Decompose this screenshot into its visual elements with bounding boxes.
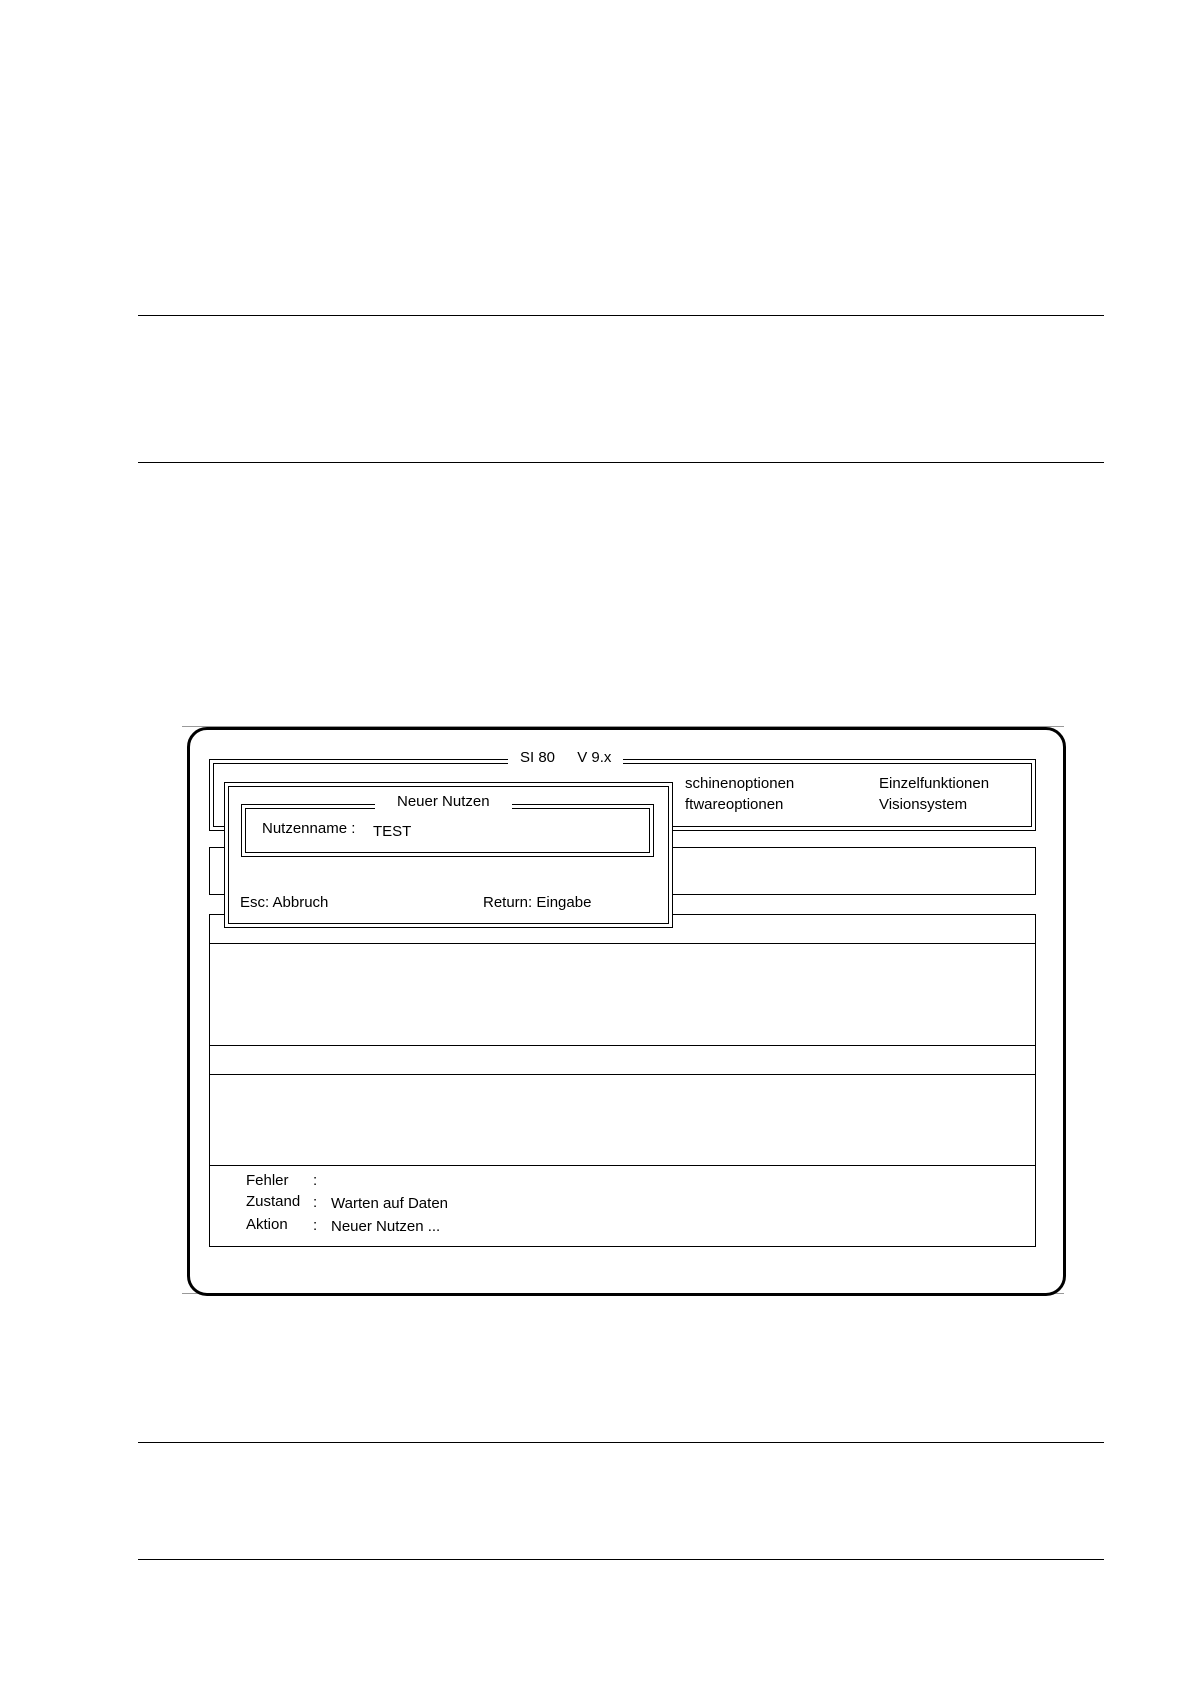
panel-divider-4 xyxy=(210,1165,1035,1166)
page-rule-top-2 xyxy=(138,462,1104,463)
new-nutzen-dialog xyxy=(224,782,673,928)
state-value: Warten auf Daten xyxy=(331,1195,449,1212)
name-field-input[interactable]: TEST xyxy=(373,823,412,840)
menu-item-visionsystem[interactable]: Visionsystem xyxy=(879,796,968,813)
action-label: Aktion xyxy=(246,1216,288,1233)
error-label: Fehler xyxy=(246,1172,289,1189)
name-field-frame xyxy=(241,804,654,857)
page-rule-top-1 xyxy=(138,315,1104,316)
return-enter-hint[interactable]: Return: Eingabe xyxy=(483,894,592,911)
panel-divider-1 xyxy=(210,943,1035,944)
dialog-title: Neuer Nutzen xyxy=(375,793,512,811)
app-title: SI 80 xyxy=(520,749,556,766)
app-title-bar xyxy=(508,749,623,767)
esc-cancel-hint[interactable]: Esc: Abbruch xyxy=(240,894,329,911)
menu-item-einzelfunktionen[interactable]: Einzelfunktionen xyxy=(879,775,990,792)
panel-divider-3 xyxy=(210,1074,1035,1075)
menu-item-softwareoptionen[interactable]: ftwareoptionen xyxy=(685,796,784,813)
state-label: Zustand xyxy=(246,1193,301,1210)
error-separator: : xyxy=(313,1172,318,1189)
action-separator: : xyxy=(313,1217,318,1234)
action-value: Neuer Nutzen ... xyxy=(331,1218,441,1235)
panel-divider-2 xyxy=(210,1045,1035,1046)
page-rule-bottom-1 xyxy=(138,1442,1104,1443)
main-panel xyxy=(209,914,1036,1247)
page-rule-bottom-2 xyxy=(138,1559,1104,1560)
app-version: V 9.x xyxy=(577,749,612,766)
name-field-label: Nutzenname : xyxy=(262,820,356,837)
state-separator: : xyxy=(313,1194,318,1211)
terminal-screen xyxy=(187,727,1066,1296)
menu-item-maschinenoptionen[interactable]: schinenoptionen xyxy=(685,775,795,792)
